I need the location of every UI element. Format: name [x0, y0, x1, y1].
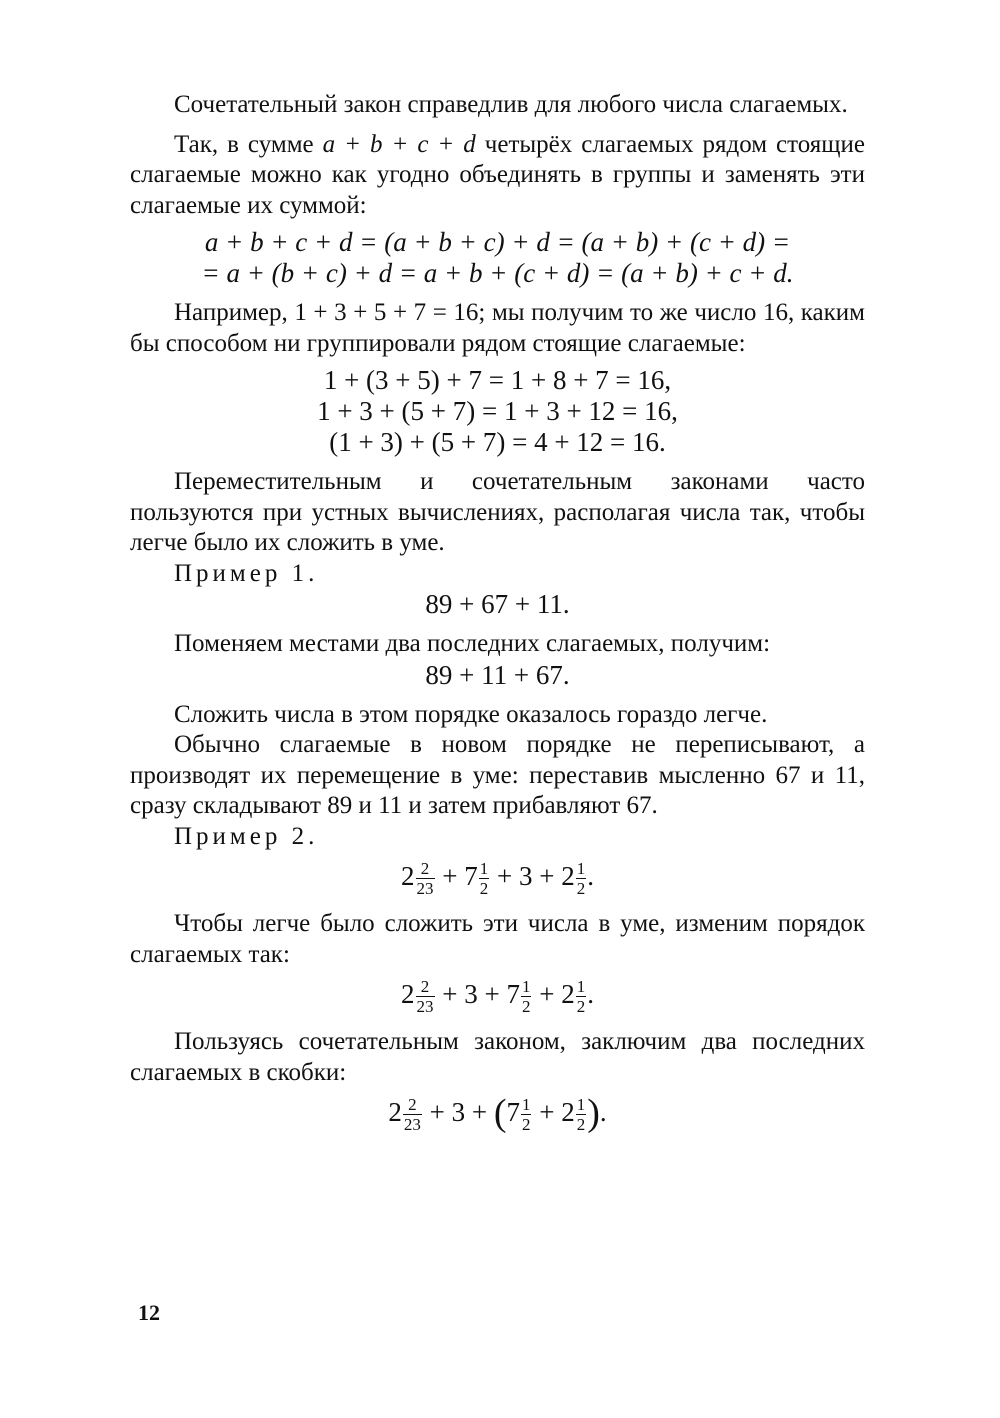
denominator: 2 [521, 997, 531, 1017]
fraction [521, 977, 532, 1016]
numerator: 1 [479, 859, 489, 879]
fraction-formula-2 [130, 970, 865, 1018]
numerator: 2 [403, 1095, 422, 1115]
operator: + 3 + 7 [435, 979, 520, 1009]
numerator: 2 [416, 859, 435, 879]
fraction [576, 859, 587, 898]
formula-line: 1 + (3 + 5) + 7 = 1 + 8 + 7 = 16, [323, 365, 672, 395]
paragraph-swap: Поменяем местами два последних слагаемых, получим: [174, 630, 771, 657]
numerator: 2 [416, 977, 435, 997]
period: . [587, 861, 594, 891]
text-line: слагаемых. [729, 91, 848, 118]
whole: 2 [388, 1097, 402, 1127]
fraction [416, 859, 435, 898]
fraction [576, 977, 587, 1016]
denominator: 2 [576, 1115, 586, 1135]
text: Так, в сумме [174, 130, 323, 158]
text-line: Сочетательный закон справедлив для любого числа [174, 91, 723, 118]
numerator: 1 [521, 977, 531, 997]
text-column [130, 90, 865, 1136]
paragraph-mental-calc: Переместительным и сочетательным законами часто пользуются при устных вычислениях, располагая числа так, чтобы легче было их сложить в уме. [130, 468, 865, 556]
formula-line: (1 + 3) + (5 + 7) = 4 + 12 = 16. [329, 427, 666, 457]
formula-line [130, 227, 865, 258]
fraction [479, 859, 490, 898]
formula-line: 89 + 11 + 67. [425, 659, 570, 690]
paragraph-reorder: Чтобы легче было сложить эти числа в уме, изменим порядок слагаемых так: [130, 910, 865, 968]
whole: 2 [401, 861, 415, 891]
example-heading-2: Пример 2. [174, 822, 319, 850]
paragraph-usually: Обычно слагаемые в новом порядке не переписывают, а производят их перемещение в уме: переставив мысленно 67 и 11, сразу складывают 89 и 11 и затем прибавляют 67. [130, 731, 865, 819]
numerator: 1 [576, 859, 586, 879]
operator: + 7 [435, 861, 478, 891]
denominator: 23 [416, 879, 434, 899]
fraction-formula-1 [130, 852, 865, 900]
paragraph-associative-law [130, 90, 865, 121]
fraction [403, 1095, 422, 1134]
operator: + 3 + [422, 1097, 494, 1127]
period: . [587, 979, 594, 1009]
numerator: 1 [521, 1095, 531, 1115]
whole: 2 [401, 979, 415, 1009]
numerator: 1 [576, 977, 586, 997]
operator: + 2 [532, 979, 575, 1009]
denominator: 2 [576, 997, 586, 1017]
period: . [599, 1097, 607, 1127]
denominator: 2 [576, 879, 586, 899]
denominator: 23 [403, 1115, 421, 1135]
text: четырёх слагаемых рядом стоящие слагаемые можно как угодно объединять в группы и заменять эти слагаемые их суммой: [130, 130, 865, 219]
left-paren: ( [493, 1092, 507, 1134]
formula-line [130, 258, 865, 289]
denominator: 2 [479, 879, 489, 899]
whole: 7 [506, 1097, 520, 1127]
fraction-formula-3 [130, 1088, 865, 1136]
paragraph-numeric-example: Например, 1 + 3 + 5 + 7 = 16; мы получим то же число 16, каким бы способом ни группировали рядом стоящие слагаемые: [130, 299, 865, 357]
paragraph-easier: Сложить числа в этом порядке оказалось гораздо легче. [174, 700, 768, 728]
operator: + 3 + 2 [490, 861, 575, 891]
formula-line: 1 + 3 + (5 + 7) = 1 + 3 + 12 = 16, [317, 396, 678, 426]
inline-formula: a + b + c + d [322, 130, 476, 158]
formula-text: a + b + c + d = (a + b + c) + d = (a + b) + (c + d) = [204, 227, 791, 257]
fraction [416, 977, 435, 1016]
paragraph-sum-example [130, 130, 865, 222]
formula-text: = a + (b + c) + d = a + b + (c + d) = (a + b) + c + d. [201, 258, 794, 288]
fraction [576, 1095, 587, 1134]
numerator: 1 [576, 1095, 586, 1115]
denominator: 2 [521, 1115, 531, 1135]
formula-line: 89 + 67 + 11. [425, 589, 570, 619]
fraction [521, 1095, 532, 1134]
page-number: 12 [138, 1300, 160, 1325]
example-heading-1: Пример 1. [174, 559, 319, 587]
denominator: 23 [416, 997, 434, 1017]
paragraph-brackets: Пользуясь сочетательным законом, заключим два последних слагаемых в скобки: [130, 1028, 865, 1086]
operator: + 2 [532, 1097, 575, 1127]
right-paren: ) [587, 1092, 600, 1134]
